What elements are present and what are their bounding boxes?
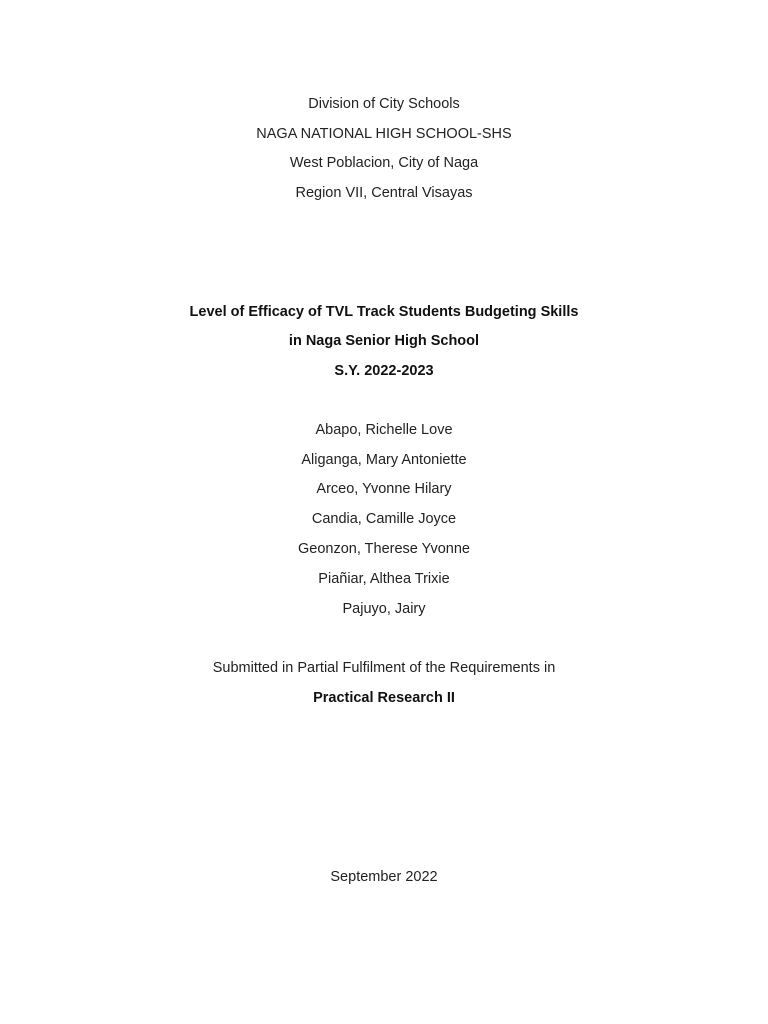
subject-name: Practical Research II [313, 690, 455, 706]
author-name: Pajuyo, Jairy [342, 601, 426, 617]
research-title-line-1: Level of Efficacy of TVL Track Students Budgeting Skills [189, 304, 579, 320]
research-title-line-2: in Naga Senior High School [288, 333, 480, 349]
author-name: Geonzon, Therese Yvonne [298, 541, 470, 557]
submission-date: September 2022 [330, 869, 438, 885]
submission-statement: Submitted in Partial Fulfilment of the Requirements in [212, 660, 556, 676]
author-name: Arceo, Yvonne Hilary [316, 481, 452, 497]
school-name: NAGA NATIONAL HIGH SCHOOL-SHS [256, 126, 512, 142]
author-name: Abapo, Richelle Love [315, 422, 453, 438]
region-text: Region VII, Central Visayas [295, 185, 473, 201]
author-name: Piañiar, Althea Trixie [318, 571, 450, 587]
school-address: West Poblacion, City of Naga [289, 155, 479, 171]
author-name: Aliganga, Mary Antoniette [301, 452, 467, 468]
author-name: Candia, Camille Joyce [311, 511, 457, 527]
division-text: Division of City Schools [308, 96, 460, 112]
school-year: S.Y. 2022-2023 [334, 363, 434, 379]
